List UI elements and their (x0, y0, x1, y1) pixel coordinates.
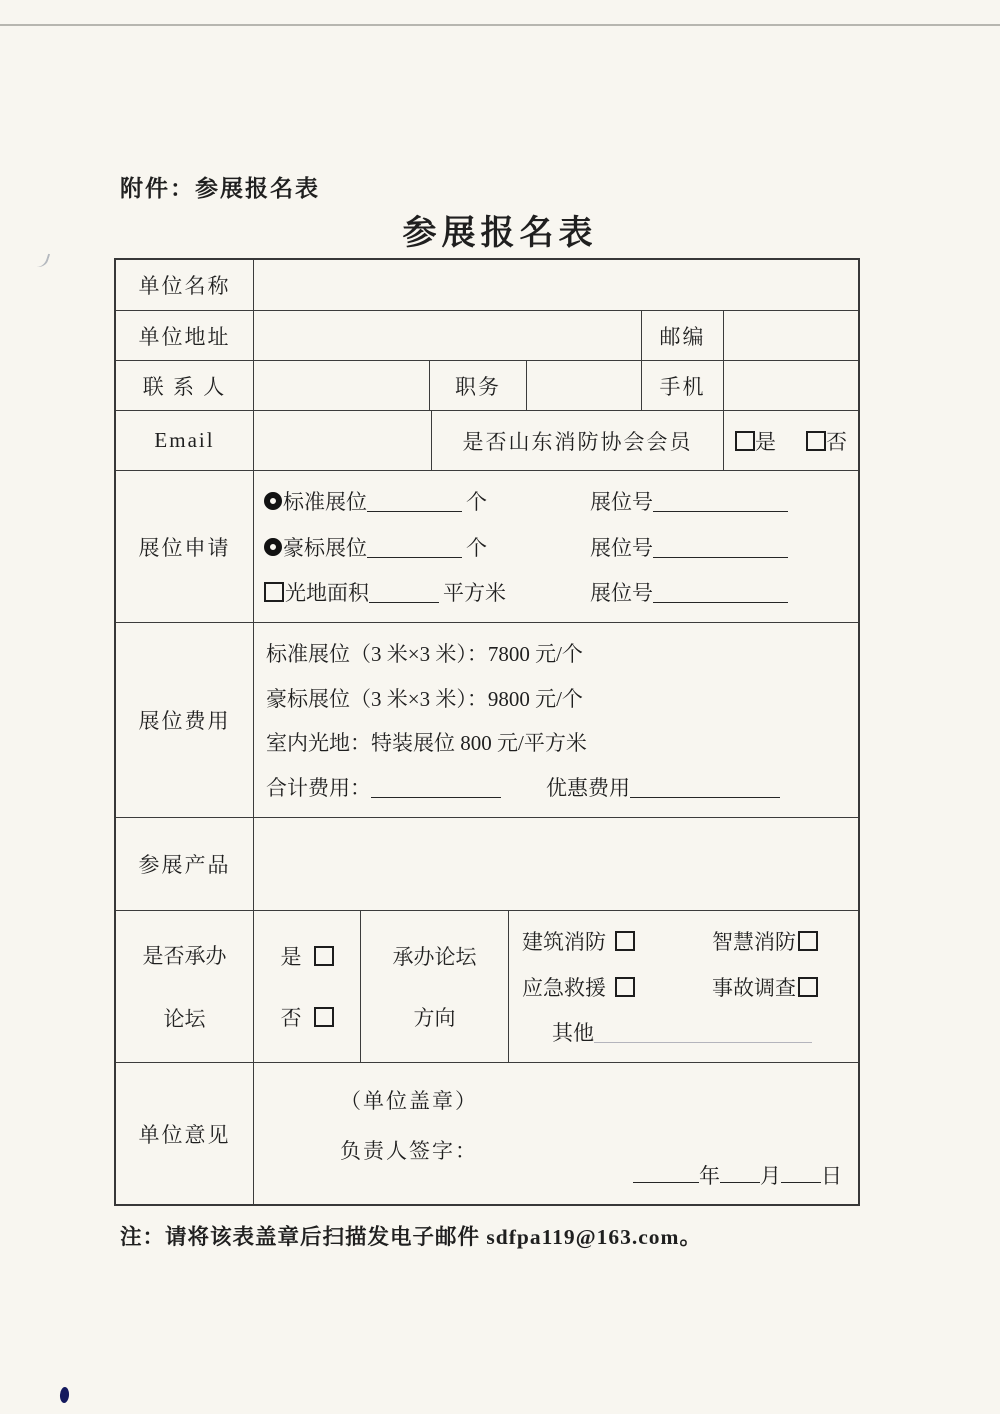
unit-name-field (254, 260, 858, 310)
forum-options (509, 911, 858, 1062)
quantity-blank (367, 536, 462, 558)
forum-yes-label: 是 (280, 945, 302, 970)
fee-total-blank (371, 776, 501, 798)
forum-option-checkbox (615, 931, 635, 951)
fee-total-label: 合计费用： (266, 776, 371, 801)
forum-option-label: 智慧消防 (712, 930, 796, 955)
forum-option (712, 972, 818, 1002)
year-label: 年 (699, 1164, 720, 1188)
booth-fee-label: 展位费用 (116, 623, 254, 817)
row-unit-address (116, 311, 858, 361)
forum-label-line1: 是否承办 (142, 944, 227, 968)
email-field (254, 411, 432, 470)
products-label: 参展产品 (116, 818, 254, 910)
row-contact (116, 361, 858, 411)
member-yes-no (724, 411, 858, 470)
form-title: 参展报名表 (402, 215, 598, 252)
unit-opinion-label: 单位意见 (116, 1063, 254, 1204)
forum-option (522, 972, 712, 1002)
quantity-blank (369, 581, 439, 603)
forum-no-label: 否 (280, 1005, 302, 1030)
fee-line-deluxe: 豪标展位（3 米×3 米）：9800 元/个 (266, 686, 583, 711)
row-unit-name (116, 260, 858, 311)
booth-no-blank (653, 581, 788, 603)
booth-no-label: 展位号 (590, 580, 653, 605)
fee-line-raw-space: 室内光地：特装展位 800 元/平方米 (266, 731, 587, 756)
fee-line-standard: 标准展位（3 米×3 米）：7800 元/个 (266, 641, 583, 666)
unit-name-label: 单位名称 (116, 260, 254, 310)
attachment-heading: 附件：参展报名表 (120, 176, 320, 201)
row-booth-apply (116, 471, 858, 623)
row-products (116, 818, 858, 911)
unit-address-label: 单位地址 (116, 311, 254, 360)
mobile-field (724, 361, 858, 410)
email-label: Email (116, 411, 254, 470)
booth-no-blank (653, 490, 788, 512)
booth-line-standard (254, 486, 858, 516)
forum-option (712, 926, 818, 956)
booth-no-group (590, 577, 788, 607)
booth-no-blank (653, 536, 788, 558)
unit-address-field (254, 311, 642, 360)
forum-option-checkbox (798, 931, 818, 951)
forum-no-line (281, 1002, 334, 1032)
booth-no-group (590, 486, 788, 516)
date-line (633, 1160, 842, 1190)
forum-yes-checkbox (314, 946, 334, 966)
seal-hint: （单位盖章） (340, 1089, 478, 1113)
booth-no-group (590, 532, 788, 562)
forum-option-checkbox (615, 977, 635, 997)
forum-direction-label (361, 911, 509, 1062)
job-title-field (527, 361, 642, 410)
forum-no-checkbox (314, 1007, 334, 1027)
fee-total-line (266, 772, 780, 802)
booth-apply-label: 展位申请 (116, 471, 254, 622)
year-blank (633, 1161, 699, 1183)
forum-other-label: 其他 (552, 1020, 594, 1045)
booth-unit: 平方米 (443, 580, 506, 605)
booth-type-name: 标准展位 (283, 490, 367, 515)
row-unit-opinion (116, 1063, 858, 1204)
booth-unit: 个 (466, 535, 487, 560)
contact-label: 联 系 人 (116, 361, 254, 410)
booth-unit: 个 (466, 490, 487, 515)
forum-yes-no (254, 911, 361, 1062)
sign-label: 负责人签字： (340, 1139, 478, 1163)
radio-filled-icon (264, 492, 282, 510)
member-yes-checkbox (735, 431, 755, 451)
booth-no-label: 展位号 (590, 490, 653, 515)
forum-direction-line2: 方向 (413, 1005, 456, 1030)
zip-label: 邮编 (642, 311, 724, 360)
booth-type-name: 光地面积 (285, 580, 369, 605)
booth-type-name: 豪标展位 (283, 535, 367, 560)
booth-fee-content (254, 623, 858, 817)
forum-option-label: 建筑消防 (522, 930, 606, 955)
footer-note: 注：请将该表盖章后扫描发电子邮件 sdfpa119@163.com。 (120, 1225, 702, 1249)
row-booth-fee (116, 623, 858, 818)
fee-discount-blank (630, 776, 780, 798)
checkbox-icon (264, 582, 284, 602)
fee-discount-label: 优惠费用 (546, 776, 630, 801)
forum-option (522, 926, 712, 956)
booth-line-raw-space (254, 577, 858, 607)
member-question-label: 是否山东消防协会会员 (432, 411, 724, 470)
member-yes-label: 是 (755, 429, 776, 454)
forum-label (116, 911, 254, 1062)
unit-opinion-content (254, 1063, 858, 1204)
forum-direction-line1: 承办论坛 (392, 945, 477, 970)
forum-option-label: 应急救援 (522, 975, 606, 1000)
member-no-checkbox (806, 431, 826, 451)
forum-label-line2: 论坛 (163, 1007, 206, 1031)
job-title-label: 职务 (430, 361, 527, 410)
registration-form-table (114, 258, 860, 1206)
day-blank (781, 1161, 821, 1183)
month-label: 月 (760, 1164, 781, 1188)
ink-dot-artifact (59, 1387, 69, 1404)
zip-field (724, 311, 858, 360)
scan-artifact-top-line (0, 24, 1000, 26)
member-no-label: 否 (826, 429, 847, 454)
products-field (254, 818, 858, 910)
booth-apply-content (254, 471, 858, 622)
forum-yes-line (281, 941, 334, 971)
forum-option-label: 事故调查 (712, 975, 796, 1000)
day-label: 日 (821, 1164, 842, 1188)
quantity-blank (367, 490, 462, 512)
contact-field (254, 361, 430, 410)
forum-other-blank (594, 1021, 812, 1043)
month-blank (720, 1161, 760, 1183)
mobile-label: 手机 (642, 361, 724, 410)
booth-line-deluxe (254, 532, 858, 562)
forum-other-line (552, 1017, 812, 1047)
row-forum (116, 911, 858, 1063)
booth-no-label: 展位号 (590, 535, 653, 560)
forum-option-row-2 (522, 972, 818, 1002)
forum-option-row-1 (522, 926, 818, 956)
radio-filled-icon (264, 538, 282, 556)
row-email (116, 411, 858, 471)
forum-option-checkbox (798, 977, 818, 997)
